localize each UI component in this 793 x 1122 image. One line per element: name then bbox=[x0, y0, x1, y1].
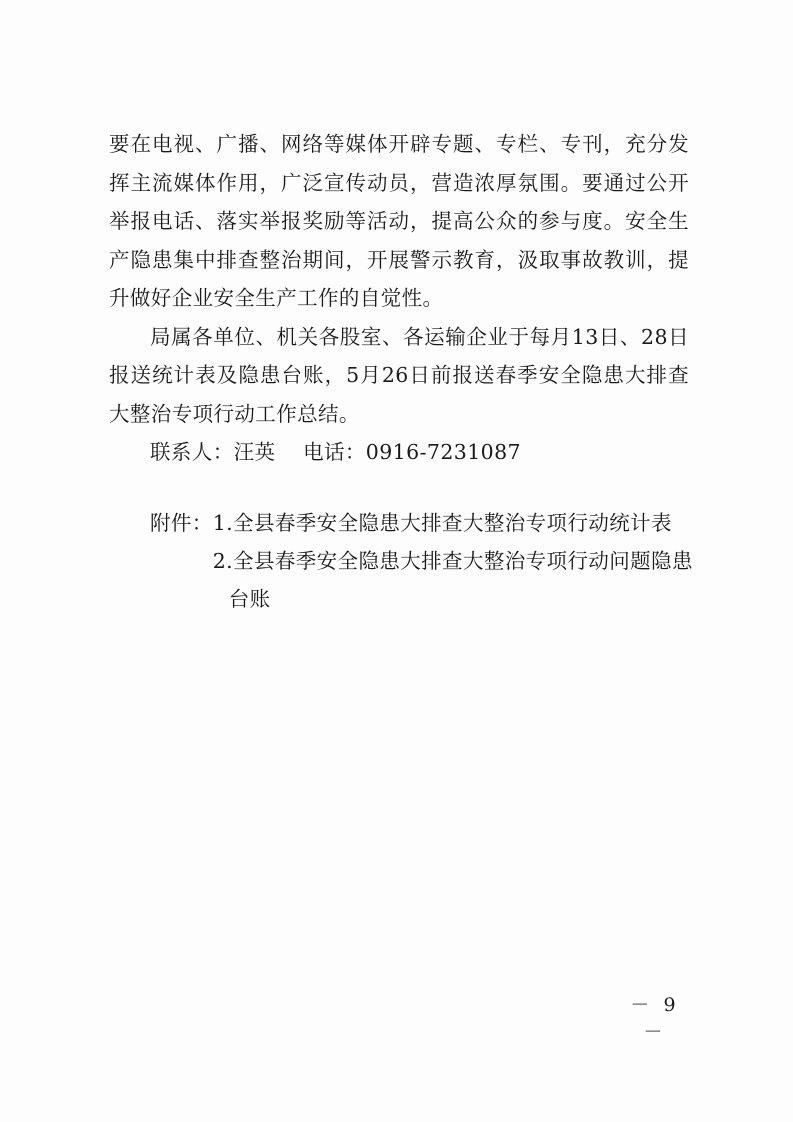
attachment-item-2: 2.全县春季安全隐患大排查大整治专项行动问题隐患台账 bbox=[212, 549, 693, 611]
contact-line bbox=[109, 433, 689, 472]
attachments-section bbox=[150, 504, 695, 618]
paragraph-publicity: 要在电视、广播、网络等媒体开辟专题、专栏、专刊，充分发挥主流媒体作用，广泛宣传动员，营造浓厚氛围。要通过公开举报电话、落实举报奖励等活动，提高公众的参与度。安全生产隐患集中排查整治期间，开展警示教育，汲取事故教训，提升做好企业安全生产工作的自觉性。 bbox=[109, 132, 689, 310]
document-body bbox=[109, 125, 689, 472]
attachments-list bbox=[213, 504, 695, 618]
contact-label: 联系人： bbox=[150, 440, 234, 464]
paragraph-reporting-deadline: 局属各单位、机关各股室、各运输企业于每月13日、28日报送统计表及隐患台账，5月26日前报送春季安全隐患大排查大整治专项行动工作总结。 bbox=[109, 324, 689, 426]
contact-name: 汪英 bbox=[233, 440, 276, 464]
attachments-label: 附件： bbox=[150, 511, 213, 535]
page-number: － 9 － bbox=[630, 994, 680, 1043]
phone-number: 0916-7231087 bbox=[365, 440, 521, 464]
phone-label: 电话： bbox=[303, 440, 366, 464]
attachment-item-1: 1.全县春季安全隐患大排查大整治专项行动统计表 bbox=[212, 511, 672, 535]
